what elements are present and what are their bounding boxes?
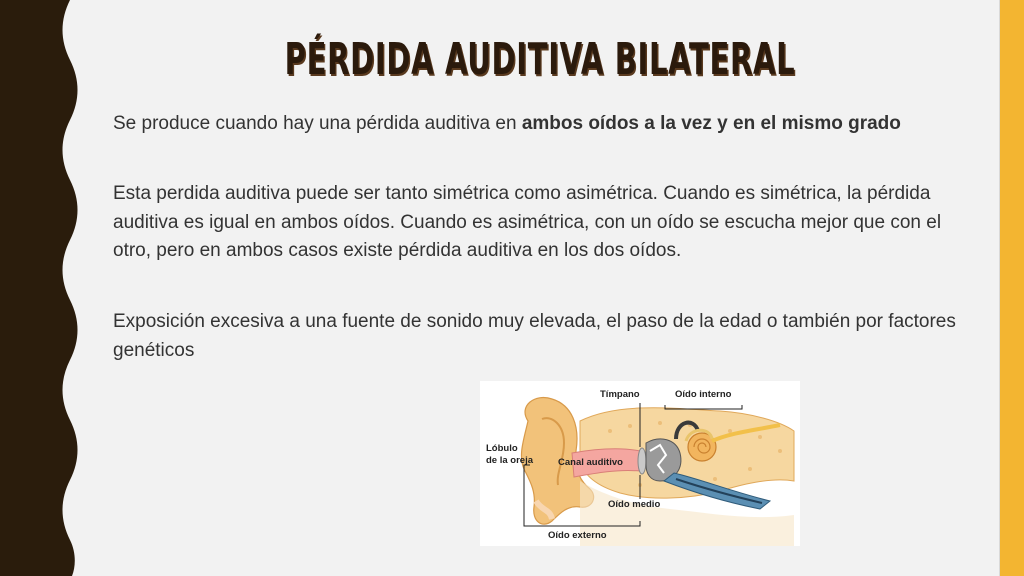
label-lobulo-2: de la oreja xyxy=(486,455,533,466)
paragraph-causes: Exposición excesiva a una fuente de sonido muy elevada, el paso de la edad o también por factores genéticos xyxy=(113,311,956,361)
label-lobulo-1: Lóbulo xyxy=(486,443,518,454)
paragraph-definition xyxy=(113,110,973,139)
paragraph-definition-emphasis: ambos oídos a la vez y en el mismo grado xyxy=(521,113,901,134)
ear-illustration xyxy=(480,381,800,546)
slide-title: PÉRDIDA AUDITIVA BILATERAL xyxy=(284,34,796,85)
accent-bar xyxy=(1000,0,1024,576)
label-canal-auditivo: Canal auditivo xyxy=(558,457,623,468)
decorative-wavy-band xyxy=(0,0,90,576)
label-timpano: Tímpano xyxy=(600,389,640,400)
paragraph-symmetry: Esta perdida auditiva puede ser tanto simétrica como asimétrica. Cuando es simétrica, la pérdida auditiva es igual en ambos oídos. Cuando es asimétrica, con un oído se escucha mejor que con el otro, pero en ambos casos existe pérdida auditiva en los dos oídos. xyxy=(113,183,942,261)
label-oido-medio: Oído medio xyxy=(608,499,661,510)
paragraph-definition-text: Se produce cuando hay una pérdida auditiva en xyxy=(113,113,522,134)
label-oido-externo: Oído externo xyxy=(548,530,607,541)
label-oido-interno: Oído interno xyxy=(675,389,732,400)
ear-anatomy-diagram xyxy=(480,381,800,546)
